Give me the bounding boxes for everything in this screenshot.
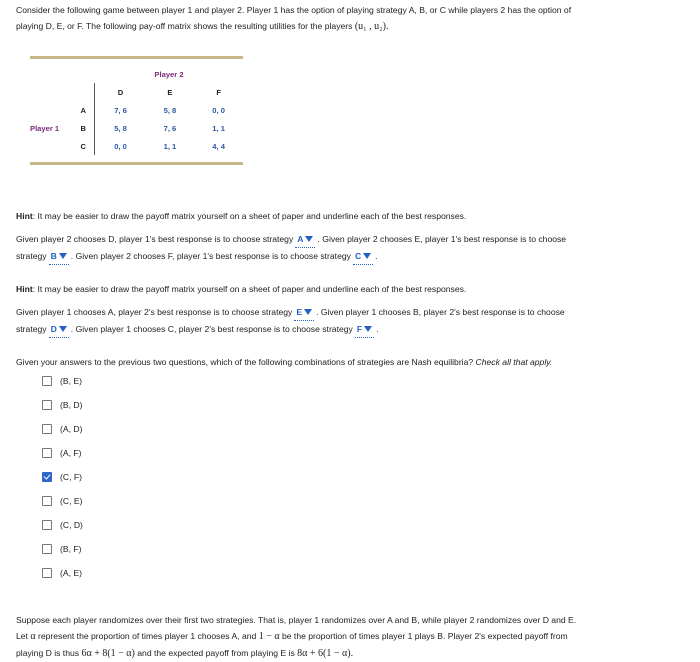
final-line-2-a: Let — [16, 631, 28, 641]
final-line-1: Suppose each player randomizes over their first two strategies. That is, player 1 randomizes over A and B, while player 2 randomizes over D and E. — [16, 615, 577, 625]
q2-text-4: . Given player 1 chooses C, player 2's best response is to choose strategy — [70, 324, 353, 334]
option-label: (C, F) — [60, 472, 82, 482]
cell-a-e: 5, 8 — [163, 105, 177, 115]
checkbox[interactable] — [42, 424, 52, 434]
intro-line-2 — [16, 18, 686, 35]
intro-math: (u₁ , u₂). — [354, 21, 389, 32]
final-line-2 — [16, 628, 686, 645]
col-header-d: D — [95, 83, 146, 101]
dropdown-p1-vs-e[interactable] — [49, 248, 69, 265]
dropdown-value: D — [50, 324, 57, 334]
hint-2 — [16, 281, 686, 297]
player2-label: Player 2 — [154, 69, 184, 79]
dropdown-p1-vs-d[interactable] — [295, 231, 315, 248]
q2-text-3: strategy — [16, 324, 47, 334]
final-line-3-a: playing D is thus — [16, 648, 80, 658]
option-b-f[interactable] — [42, 544, 81, 554]
col-header-e: E — [167, 87, 173, 97]
q1-text-4: . Given player 2 chooses F, player 1's best response is to choose strategy — [70, 251, 351, 261]
dropdown-p2-vs-b[interactable] — [49, 321, 69, 338]
checkbox[interactable] — [42, 448, 52, 458]
intro-line-2-text: playing D, E, or F. The following pay-off matrix shows the resulting utilities for the players — [16, 21, 353, 31]
option-c-e[interactable] — [42, 496, 82, 506]
expr-payoff-e: 8α + 6(1 − α). — [297, 648, 354, 659]
dropdown-value: F — [356, 324, 363, 334]
question-nash-equilibria — [16, 354, 686, 370]
dropdown-value: A — [297, 234, 304, 244]
player1-label: Player 1 — [30, 123, 60, 133]
checkbox[interactable] — [42, 520, 52, 530]
checkbox-checked[interactable] — [42, 472, 52, 482]
option-a-e[interactable] — [42, 568, 82, 578]
final-line-2-b: represent the proportion of times player 1 chooses A, and — [37, 631, 257, 641]
cell-c-e: 1, 1 — [163, 141, 177, 151]
checkbox[interactable] — [42, 496, 52, 506]
cell-a-f: 0, 0 — [212, 105, 225, 115]
row-header-c: C — [80, 141, 86, 151]
dropdown-arrow-icon — [364, 326, 372, 332]
dropdown-arrow-icon — [59, 326, 67, 332]
hint-2-label: Hint — [16, 284, 33, 294]
q2-text-1: Given player 1 chooses A, player 2's best response is to choose strategy — [16, 307, 293, 317]
payoff-matrix — [30, 56, 243, 165]
final-paragraph — [16, 612, 686, 662]
q2-text-5: . — [376, 324, 379, 334]
col-header-f: F — [216, 87, 221, 97]
dropdown-value: C — [354, 251, 362, 261]
q1-text-1: Given player 2 chooses D, player 1's best response is to choose strategy — [16, 234, 294, 244]
hint-1-text: : It may be easier to draw the payoff matrix yourself on a sheet of paper and underline each of the best responses. — [32, 211, 467, 221]
dropdown-value: B — [50, 251, 57, 261]
option-label: (B, E) — [60, 376, 82, 386]
hint-1-label: Hint — [16, 211, 33, 221]
q1-text-2: . Given player 2 chooses E, player 1's best response is to choose — [317, 234, 567, 244]
question-player2-best-response — [16, 304, 686, 338]
dropdown-p2-vs-a[interactable] — [294, 304, 314, 321]
option-b-e[interactable] — [42, 376, 82, 386]
option-label: (B, F) — [60, 544, 82, 554]
hint-2-text: : It may be easier to draw the payoff matrix yourself on a sheet of paper and underline each of the best responses. — [32, 284, 467, 294]
final-line-3-b: and the expected payoff from playing E is — [137, 648, 295, 658]
option-label: (A, D) — [60, 424, 83, 434]
final-line-3 — [16, 645, 686, 662]
option-a-d[interactable] — [42, 424, 82, 434]
checkbox[interactable] — [42, 400, 52, 410]
dropdown-arrow-icon — [363, 253, 371, 259]
dropdown-p1-vs-f[interactable] — [353, 248, 373, 265]
q1-text-5: . — [375, 251, 378, 261]
dropdown-p2-vs-c[interactable] — [355, 321, 374, 338]
dropdown-arrow-icon — [304, 309, 312, 315]
option-label: (B, D) — [60, 400, 83, 410]
option-c-d[interactable] — [42, 520, 83, 530]
matrix-row-c — [30, 137, 243, 155]
matrix-row-b — [30, 119, 243, 137]
row-header-a: A — [80, 105, 86, 115]
q3-text: Given your answers to the previous two questions, which of the following combinations of strategies are Nash equilibria? — [16, 357, 474, 367]
final-line-2-c: be the proportion of times player 1 plays B. Player 2's expected payoff from — [281, 631, 568, 641]
option-label: (C, D) — [60, 520, 83, 530]
option-label: (A, F) — [60, 448, 82, 458]
cell-b-d: 5, 8 — [95, 119, 146, 137]
matrix-bottom-rule — [30, 162, 243, 165]
alpha-symbol: α — [30, 631, 36, 642]
q3-instruction: Check all that apply. — [475, 357, 553, 367]
dropdown-arrow-icon — [59, 253, 67, 259]
option-label: (C, E) — [60, 496, 83, 506]
question-player1-best-response — [16, 231, 686, 265]
cell-c-f: 4, 4 — [212, 141, 225, 151]
dropdown-arrow-icon — [305, 236, 313, 242]
cell-b-e: 7, 6 — [163, 123, 177, 133]
checkbox[interactable] — [42, 376, 52, 386]
cell-b-f: 1, 1 — [212, 123, 225, 133]
cell-c-d: 0, 0 — [95, 137, 146, 155]
q1-text-3: strategy — [16, 251, 47, 261]
row-header-b: B — [80, 123, 86, 133]
cell-a-d: 7, 6 — [95, 101, 146, 119]
checkbox[interactable] — [42, 568, 52, 578]
option-c-f[interactable] — [42, 472, 82, 482]
option-b-d[interactable] — [42, 400, 82, 410]
q2-text-2: . Given player 1 chooses B, player 2's best response is to choose — [316, 307, 565, 317]
option-label: (A, E) — [60, 568, 82, 578]
matrix-top-rule — [30, 56, 243, 59]
option-a-f[interactable] — [42, 448, 81, 458]
checkbox[interactable] — [42, 544, 52, 554]
intro-text — [16, 2, 686, 35]
intro-line-1: Consider the following game between player 1 and player 2. Player 1 has the option of playing strategy A, B, or C while players 2 has the option of — [16, 5, 572, 15]
expr-payoff-d: 6α + 8(1 − α) — [81, 648, 135, 659]
matrix-row-a — [30, 101, 243, 119]
dropdown-value: E — [296, 307, 303, 317]
one-minus-alpha: 1 − α — [258, 631, 280, 642]
payoff-table — [30, 65, 243, 155]
hint-1 — [16, 208, 686, 224]
